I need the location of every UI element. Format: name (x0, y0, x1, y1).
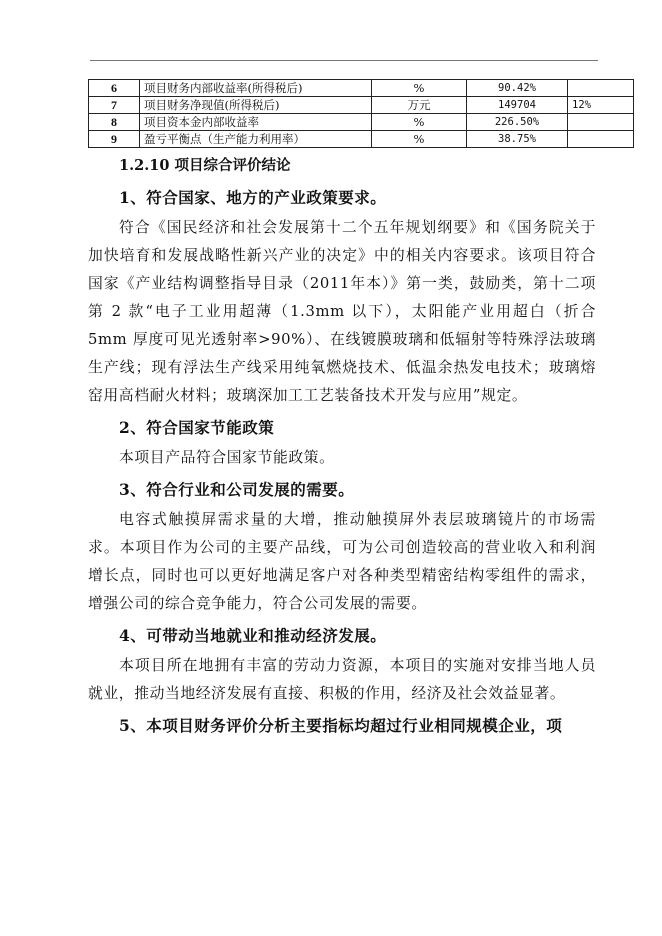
row-number: 9 (89, 131, 140, 148)
indicator-value: 38.75% (467, 131, 568, 148)
table-row (89, 131, 634, 148)
table-row (89, 80, 634, 97)
item-heading: 2、符合国家节能政策 (119, 418, 275, 437)
conclusion-body (88, 152, 596, 740)
item-paragraph: 本项目所在地拥有丰富的劳动力资源，本项目的实施对安排当地人员就业，推动当地经济发展有直接、积极的作用，经济及社会效益显著。 (88, 657, 596, 702)
indicator-name: 项目财务净现值(所得税后) (140, 97, 372, 114)
indicator-name: 项目资本金内部收益率 (140, 114, 372, 131)
indicator-unit: 万元 (372, 97, 467, 114)
indicator-name: 项目财务内部收益率(所得税后) (140, 80, 372, 97)
indicator-value: 90.42% (467, 80, 568, 97)
indicator-unit: % (372, 114, 467, 131)
item-heading: 4、可带动当地就业和推动经济发展。 (119, 626, 387, 645)
indicator-reference (568, 131, 634, 148)
indicator-unit: % (372, 131, 467, 148)
item-paragraph: 电容式触摸屏需求量的大增，推动触摸屏外表层玻璃镜片的市场需求。本项目作为公司的主要产品线，可为公司创造较高的营业收入和利润增长点，同时也可以更好地满足客户对各种类型精密结构零组件的需求，增强公司的综合竞争能力，符合公司发展的需要。 (88, 511, 596, 612)
header-rule (90, 60, 598, 61)
row-number: 7 (89, 97, 140, 114)
row-number: 6 (89, 80, 140, 97)
indicator-value: 149704 (467, 97, 568, 114)
indicator-reference: 12% (568, 97, 634, 114)
item-heading: 5、本项目财务评价分析主要指标均超过行业相同规模企业，项 (119, 716, 563, 735)
indicator-value: 226.50% (467, 114, 568, 131)
indicator-name: 盈亏平衡点（生产能力利用率） (140, 131, 372, 148)
item-paragraph: 符合《国民经济和社会发展第十二个五年规划纲要》和《国务院关于加快培育和发展战略性新兴产业的决定》中的相关内容要求。该项目符合国家《产业结构调整指导目录（2011年本）》第一类，鼓励类，第十二项第 2 款“电子工业用超薄（1.3mm 以下），太阳能产业用超白（折合 5mm 厚度可见光透射率>90%）、在线镀膜玻璃和低辐射等特殊浮法玻璃生产线；现有浮法生产线采用纯氧燃烧技术、低温余热发电技术；玻璃熔窑用高档耐火材料；玻璃深加工工艺装备技术开发与应用”规定。 (88, 219, 596, 404)
table-row (89, 97, 634, 114)
item-paragraph: 本项目产品符合国家节能政策。 (119, 449, 335, 466)
indicator-unit: % (372, 80, 467, 97)
section-heading: 1.2.10 项目综合评价结论 (119, 157, 291, 174)
financial-indicator-table (88, 79, 634, 148)
indicator-reference (568, 114, 634, 131)
item-heading: 1、符合国家、地方的产业政策要求。 (119, 188, 387, 207)
row-number: 8 (89, 114, 140, 131)
item-heading: 3、符合行业和公司发展的需要。 (119, 480, 355, 499)
indicator-reference (568, 80, 634, 97)
table-row (89, 114, 634, 131)
